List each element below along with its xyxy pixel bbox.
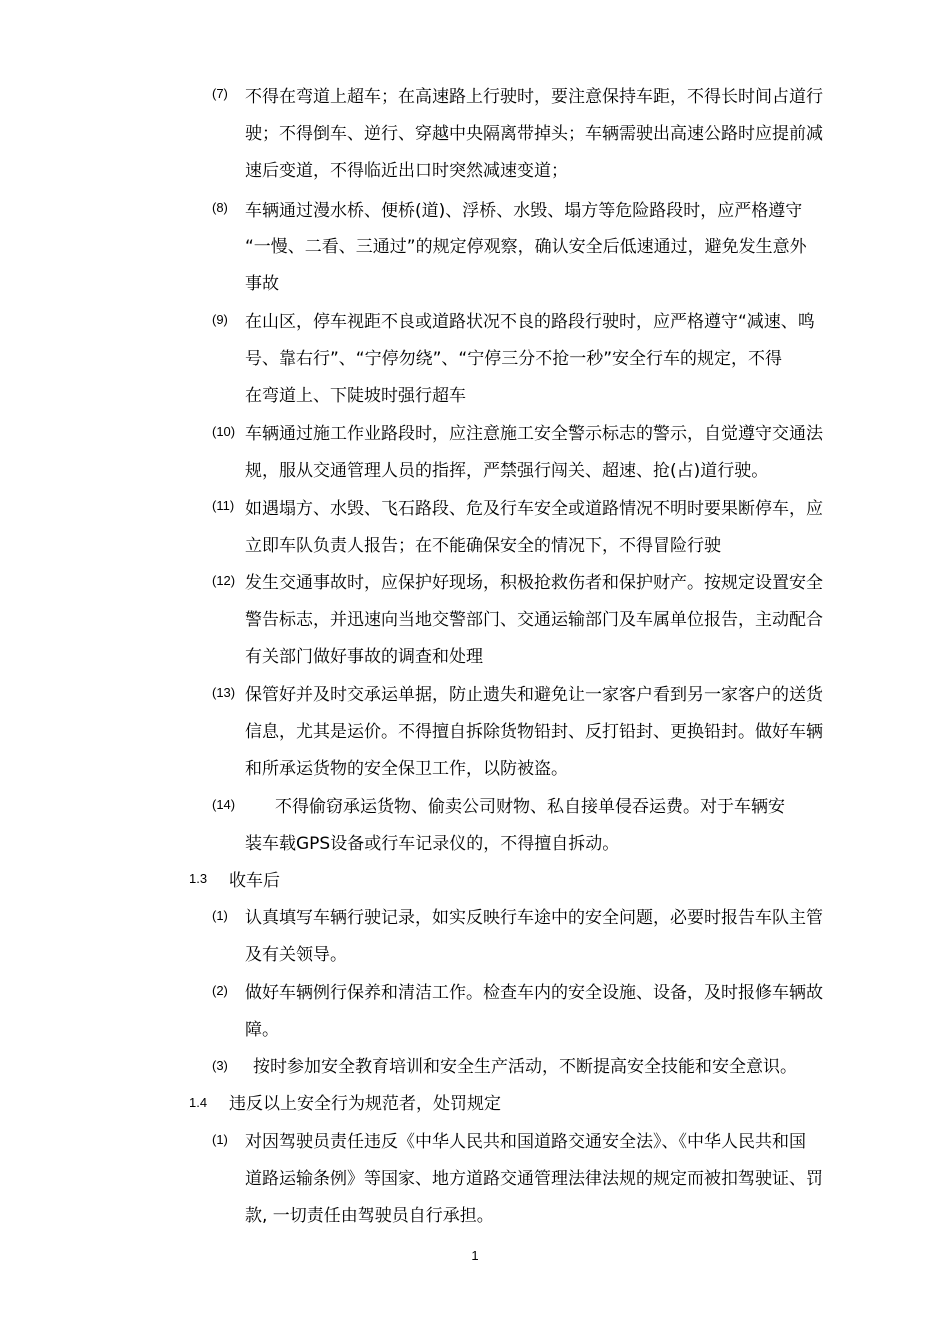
item-text-line: 及有关领导。 xyxy=(245,945,347,965)
page-number: 1 xyxy=(471,1248,479,1263)
item-number: (2) xyxy=(212,983,228,998)
item-number: (13) xyxy=(212,685,236,700)
item-number: (12) xyxy=(212,573,236,588)
item-text-line: 认真填写车辆行驶记录，如实反映行车途中的安全问题，必要时报告车队主管 xyxy=(245,908,823,928)
item-number: (9) xyxy=(212,312,228,327)
item-text-line: 不得在弯道上超车；在高速路上行驶时，要注意保持车距，不得长时间占道行 xyxy=(245,87,823,107)
item-text-line: 障。 xyxy=(245,1020,279,1040)
item-text-line: 车辆通过漫水桥、便桥(道)、浮桥、水毁、塌方等危险路段时，应严格遵守 xyxy=(245,201,803,221)
item-text-line: 信息，尤其是运价。不得擅自拆除货物铅封、反打铅封、更换铅封。做好车辆 xyxy=(245,722,823,742)
item-text-line: 在山区，停车视距不良或道路状况不良的路段行驶时，应严格遵守“减速、鸣 xyxy=(245,312,815,332)
item-text-line: “一慢、二看、三通过”的规定停观察，确认安全后低速通过，避免发生意外 xyxy=(245,237,807,257)
item-text-line: 车辆通过施工作业路段时，应注意施工安全警示标志的警示，自觉遵守交通法 xyxy=(245,424,823,444)
item-number: (1) xyxy=(212,1132,228,1147)
item-text-line: 警告标志，并迅速向当地交警部门、交通运输部门及车属单位报告，主动配合 xyxy=(245,610,823,630)
item-text-line: 不得偷窃承运货物、偷卖公司财物、私自接单侵吞运费。对于车辆安 xyxy=(275,797,785,817)
item-number: (14) xyxy=(212,797,236,812)
item-number: (8) xyxy=(212,200,228,215)
item-text-line: 在弯道上、下陡坡时强行超车 xyxy=(245,386,466,406)
item-text-line: 规，服从交通管理人员的指挥，严禁强行闯关、超速、抢(占)道行驶。 xyxy=(245,461,769,481)
item-text-line: 立即车队负责人报告；在不能确保安全的情况下，不得冒险行驶 xyxy=(245,536,721,556)
section-title: 违反以上安全行为规范者，处罚规定 xyxy=(229,1094,501,1114)
item-text-line: 号、靠右行”、“宁停勿绕”、“宁停三分不抢一秒”安全行车的规定，不得 xyxy=(245,349,783,369)
item-text-line: 事故 xyxy=(245,274,279,294)
section-number: 1.4 xyxy=(189,1095,208,1110)
item-number: (1) xyxy=(212,908,228,923)
item-text-line: 做好车辆例行保养和清洁工作。检查车内的安全设施、设备，及时报修车辆故 xyxy=(245,983,823,1003)
item-text-line: 对因驾驶员责任违反《中华人民共和国道路交通安全法》、《中华人民共和国 xyxy=(245,1132,806,1152)
item-text-line: 和所承运货物的安全保卫工作，以防被盗。 xyxy=(245,759,568,779)
item-text-line: 装车载GPS设备或行车记录仪的，不得擅自拆动。 xyxy=(245,834,620,854)
item-text-line: 道路运输条例》等国家、地方道路交通管理法律法规的规定而被扣驾驶证、罚 xyxy=(245,1169,823,1189)
item-text-line: 款, 一切责任由驾驶员自行承担。 xyxy=(245,1206,494,1226)
item-text-line: 驶；不得倒车、逆行、穿越中央隔离带掉头；车辆需驶出高速公路时应提前减 xyxy=(245,124,823,144)
item-text-line: 保管好并及时交承运单据，防止遗失和避免让一家客户看到另一家客户的送货 xyxy=(245,685,823,705)
section-number: 1.3 xyxy=(189,871,208,886)
section-title: 收车后 xyxy=(229,871,280,891)
item-number: (10) xyxy=(212,424,236,439)
item-text-line: 发生交通事故时，应保护好现场，积极抢救伤者和保护财产。按规定设置安全 xyxy=(245,573,823,593)
item-text-line: 速后变道，不得临近出口时突然减速变道； xyxy=(245,161,568,181)
item-text-line: 按时参加安全教育培训和安全生产活动，不断提高安全技能和安全意识。 xyxy=(253,1057,797,1077)
item-number: (11) xyxy=(212,498,235,513)
item-text-line: 有关部门做好事故的调查和处理 xyxy=(245,647,483,667)
item-number: (7) xyxy=(212,86,228,101)
item-number: (3) xyxy=(212,1058,228,1073)
item-text-line: 如遇塌方、水毁、飞石路段、危及行车安全或道路情况不明时要果断停车，应 xyxy=(245,499,823,519)
